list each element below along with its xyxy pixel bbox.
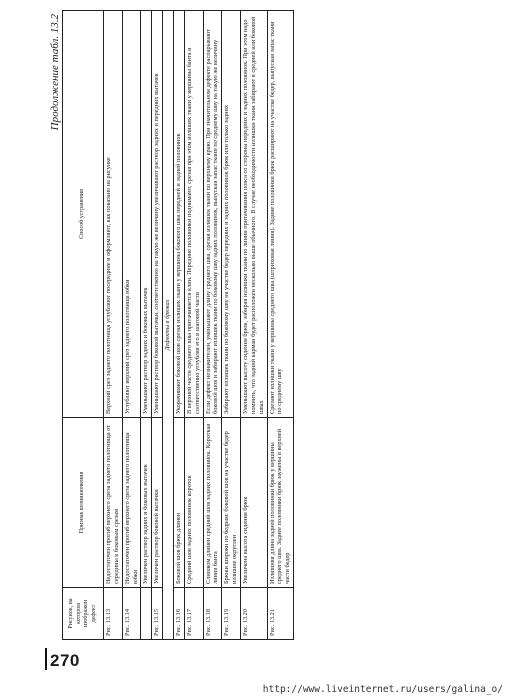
table-row: [203, 11, 222, 640]
cause-cell: Излишняя длина задней половинки брюк у вершины среднего шва. Заднее половинки брюк заужены в верхней части бедер: [267, 418, 294, 588]
figure-cell: Рис. 13.21: [267, 588, 294, 640]
section-row: [163, 11, 174, 640]
table-row: [122, 11, 141, 640]
page-number: 270: [50, 651, 80, 670]
header-cause: Признак возникновения: [63, 418, 104, 588]
fix-cell: Уменьшают раствор задних и боковых вытачек: [141, 11, 152, 418]
figure-cell: Рис. 13.14: [122, 588, 141, 640]
cause-cell: Увеличена высота сидения брюк: [241, 418, 268, 588]
fix-cell: Углубляют верхний срез заднего полотнища юбки: [122, 11, 141, 418]
table-header-row: [63, 11, 104, 640]
figure-cell: Рис. 13.20: [241, 588, 268, 640]
fix-cell: Если дефект незначителен, уменьшают длину среднего шва, срезая излишек ткани по верхнему краю. При значительном дефекте распарывают боковой шов и забирают излишек ткани по боковому шву задних половинок, выпуская запас ткани по среднему шву на такую же величину: [203, 11, 222, 418]
defects-table: [62, 10, 294, 640]
fix-cell: В верхней части среднего шва притачивается клин. Передние половинки поднимают, срезая при этом излишек ткани у вершины банта и соответственно углубляя его в шаговой части: [184, 11, 203, 418]
cause-cell: Брюки широки по бедрам: боковой шов на участке бедер излишне округлен: [222, 418, 241, 588]
cause-cell: Слишком длинен средний шов задних половинок. Короткая линия банта: [203, 418, 222, 588]
fix-cell: Укорачивают боковой шов срезая излишек ткани у вершины бокового шва передней и задней половинок: [174, 11, 185, 418]
figure-cell: Рис. 13.16: [174, 588, 185, 640]
table-row: [141, 11, 152, 640]
rotated-table-block: [48, 10, 458, 640]
figure-cell: [141, 588, 152, 640]
source-url-watermark: http://www.liveinternet.ru/users/galina_o/: [262, 684, 503, 695]
cause-cell: Боковой шов брюк длинен: [174, 418, 185, 588]
figure-cell: Рис. 13.15: [152, 588, 163, 640]
table-row: [104, 11, 123, 640]
table-row: [152, 11, 163, 640]
fix-cell: Забирают излишек ткани по боковому шву на участке бедер передних и задних половинок брюк или только задних: [222, 11, 241, 418]
header-figure: Рисунок, на котором изображен дефект: [63, 588, 104, 640]
fix-cell: Верхний срез заднего полотнища углубляют посередине и оформляют, как показано на рисунке: [104, 11, 123, 418]
table-row: [184, 11, 203, 640]
figure-cell: Рис. 13.13: [104, 588, 123, 640]
figure-cell: Рис. 13.18: [203, 588, 222, 640]
cause-cell: Недостаточен прогиб верхнего среза заднего полотнища юбки: [122, 418, 141, 588]
fix-cell: Уменьшают высоту сидения брюк, забирая излишки ткани по линии притачивания пояса со стороны передних и задних половинок. При этом надо помнить, что задний карман будет расположен несколько выше обычного. В случае необходимости излишки ткани забирают в средней или боковой швах: [241, 11, 268, 418]
fix-cell: Срезают излишки ткани у вершины среднего шва (штриховая линия). Задние половинки брюк расширяют на участке бедер, выпуская запас ткани по среднему шву: [267, 11, 294, 418]
cause-cell: Средний шов задних половинок короток: [184, 418, 203, 588]
figure-cell: Рис. 13.19: [222, 588, 241, 640]
continuation-caption: Продолжение табл. 13.2: [49, 14, 61, 131]
page-number-rule: [45, 648, 47, 670]
table-row: [222, 11, 241, 640]
fix-cell: Уменьшают раствор боковой вытачки, соответственно на такую же величину увеличивают раствор задних и передних вытачек: [152, 11, 163, 418]
cause-cell: Увеличен раствор задних и боковых вытачек: [141, 418, 152, 588]
figure-cell: Рис. 13.17: [184, 588, 203, 640]
table-row: [267, 11, 294, 640]
table-row: [241, 11, 268, 640]
cause-cell: Недостаточен прогиб верхнего среза заднего полотнища от середины к боковым срезам: [104, 418, 123, 588]
header-fix: Способ устранения: [63, 11, 104, 418]
cause-cell: Увеличен раствор боковой вытачки: [152, 418, 163, 588]
section-label: Дефекты в брюках: [163, 11, 174, 640]
table-row: [174, 11, 185, 640]
